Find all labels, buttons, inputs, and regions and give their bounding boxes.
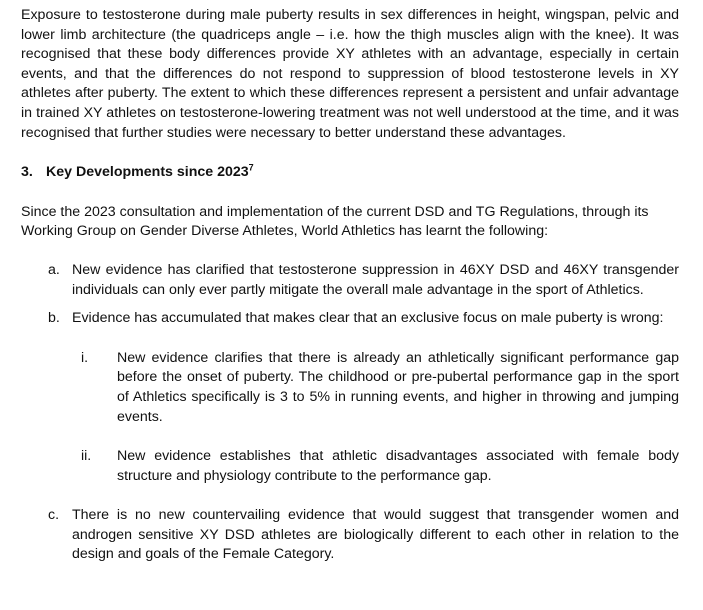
list-item-text: There is no new countervailing evidence that would suggest that transgender women and androgen sensitive XY DSD athletes are biologically different to each other in relation to the design and goals of the Female Category. xyxy=(72,507,679,563)
list-item-text: Evidence has accumulated that makes clear that an exclusive focus on male puberty is wrong: xyxy=(72,310,664,327)
section-title: Key Developments since 2023 xyxy=(46,164,249,181)
sublist-marker: ii. xyxy=(81,448,92,465)
sublist-item-ii xyxy=(81,447,679,486)
intro-paragraph: Exposure to testosterone during male puberty results in sex differences in height, wingspan, pelvic and lower limb architecture (the quadriceps angle – i.e. how the thigh muscles align with the knee). It was recognised that these body differences provide XY athletes with an advantage, especially in certain events, and that the differences do not respond to suppression of blood testosterone levels in XY athletes after puberty. The extent to which these differences represent a persistent and unfair advantage in trained XY athletes on testosterone-lowering treatment was not well understood at the time, and it was recognised that further studies were necessary to better understand these advantages. xyxy=(21,7,679,141)
list-marker: a. xyxy=(48,261,60,278)
list-item-c xyxy=(48,506,679,565)
list-marker: b. xyxy=(48,310,60,327)
sublist-item-text: New evidence establishes that athletic disadvantages associated with female body structure and physiology contribute to the performance gap. xyxy=(117,448,679,484)
section-title-wrap xyxy=(46,163,254,183)
sublist-item-text: New evidence clarifies that there is already an athletically significant performance gap before the onset of puberty. The childhood or pre-pubertal performance gap in the sport of Athletics specifically is 3 to 5% in running events, and higher in throwing and jumping events. xyxy=(117,349,679,425)
section-number: 3. xyxy=(21,164,33,181)
sublist-marker: i. xyxy=(81,349,89,366)
list-item-b xyxy=(48,309,679,329)
list-marker: c. xyxy=(48,507,60,524)
list-item-text: New evidence has clarified that testosterone suppression in 46XY DSD and 46XY transgender individuals can only ever partly mitigate the overall male advantage in the sport of Athletics. xyxy=(72,261,679,298)
sublist-item-i xyxy=(81,349,679,427)
document-page xyxy=(21,6,679,565)
section-heading xyxy=(21,163,679,183)
footnote-ref[interactable]: 7 xyxy=(248,162,254,173)
list-item-a xyxy=(48,261,679,300)
since-paragraph: Since the 2023 consultation and implementation of the current DSD and TG Regulations, through its Working Group on Gender Diverse Athletes, World Athletics has learnt the following: xyxy=(21,203,649,240)
